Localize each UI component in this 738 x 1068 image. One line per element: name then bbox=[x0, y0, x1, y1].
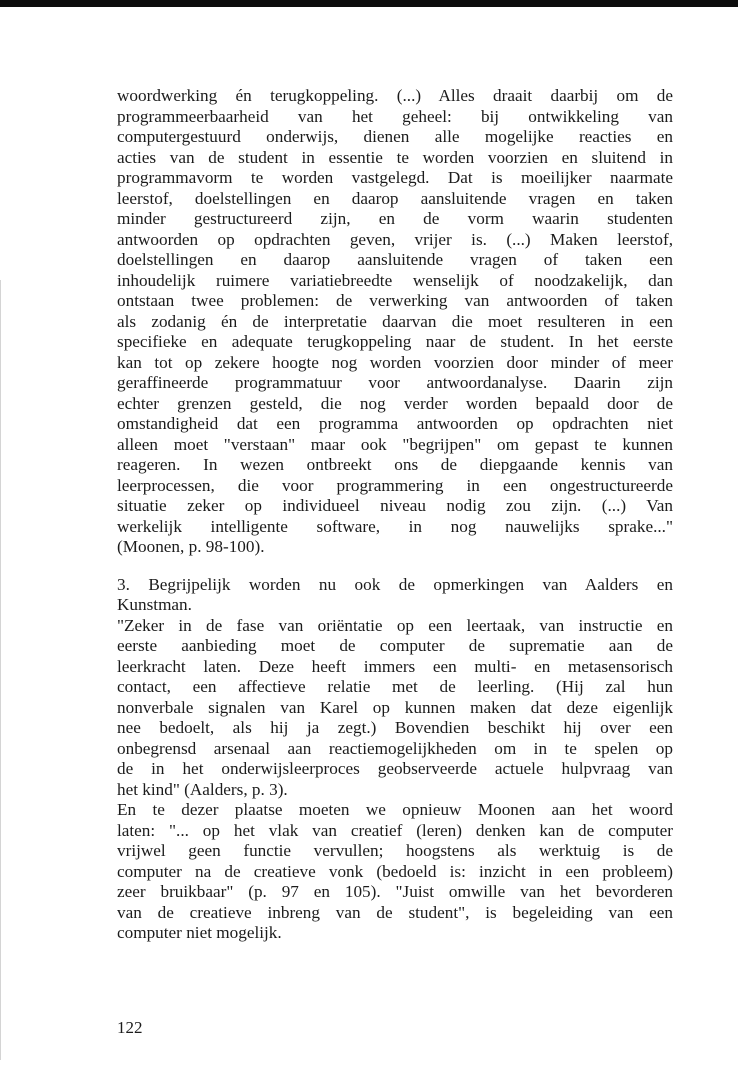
text-line: "Zeker in de fase van oriëntatie op een leertaak, van instructie en bbox=[117, 615, 673, 635]
text-line: leerstof, doelstellingen en daarop aansluitende vragen en taken bbox=[117, 188, 673, 208]
text-line: nee bedoelt, als hij ja zegt.) Bovendien beschikt hij over een bbox=[117, 718, 673, 737]
text-line: computer niet mogelijk. bbox=[117, 923, 282, 942]
text-line: situatie zeker op individueel niveau nodig zou zijn. (...) Van bbox=[117, 496, 673, 515]
text-line: contact, een affectieve relatie met de leerling. (Hij zal hun bbox=[117, 677, 673, 696]
text-line: alleen moet "verstaan" maar ook "begrijpen" om gepast te kunnen bbox=[117, 434, 673, 454]
text-line: reageren. In wezen ontbreekt ons de diepgaande kennis van bbox=[117, 455, 673, 474]
text-line: eerste aanbieding moet de computer de suprematie aan de bbox=[117, 636, 673, 655]
text-line: van de creatieve inbreng van de student", is begeleiding van een bbox=[117, 902, 673, 922]
text-line: ontstaan twee problemen: de verwerking van antwoorden of taken bbox=[117, 291, 673, 310]
text-line: specifieke en adequate terugkoppeling naar de student. In het eerste bbox=[117, 332, 673, 351]
text-line: omstandigheid dat een programma antwoorden op opdrachten niet bbox=[117, 414, 673, 433]
top-border bbox=[0, 0, 738, 7]
text-line: computergestuurd onderwijs, dienen alle mogelijke reacties en bbox=[117, 127, 673, 146]
text-line: doelstellingen en daarop aansluitende vragen of taken een bbox=[117, 250, 673, 269]
paragraph-gap bbox=[117, 558, 673, 575]
text-line: inhoudelijk ruimere variatiebreedte wenselijk of noodzakelijk, dan bbox=[117, 270, 673, 290]
text-line: het kind" (Aalders, p. 3). bbox=[117, 779, 288, 799]
text-line: geraffineerde programmatuur voor antwoordanalyse. Daarin zijn bbox=[117, 373, 673, 392]
text-line: antwoorden op opdrachten geven, vrijer is. (...) Maken leerstof, bbox=[117, 229, 673, 249]
text-line: (Moonen, p. 98-100). bbox=[117, 537, 265, 556]
page-body bbox=[117, 86, 673, 944]
text-line: minder gestructureerd zijn, en de vorm waarin studenten bbox=[117, 209, 673, 228]
paragraph-section-3 bbox=[117, 575, 673, 944]
text-line: programmeerbaarheid van het geheel: bij ontwikkeling van bbox=[117, 106, 673, 126]
text-line: leerprocessen, die voor programmering in een ongestructureerde bbox=[117, 475, 673, 495]
text-line: leerkracht laten. Deze heeft immers een multi- en metasensorisch bbox=[117, 656, 673, 676]
text-line: echter grenzen gesteld, die nog verder worden bepaald door de bbox=[117, 393, 673, 413]
text-line: En te dezer plaatse moeten we opnieuw Moonen aan het woord bbox=[117, 800, 673, 819]
text-line: computer na de creatieve vonk (bedoeld is: inzicht in een probleem) bbox=[117, 861, 673, 881]
text-line: werkelijk intelligente software, in nog nauwelijks sprake..." bbox=[117, 516, 673, 536]
text-line: Kunstman. bbox=[117, 595, 192, 614]
text-line: vrijwel geen functie vervullen; hoogstens als werktuig is de bbox=[117, 841, 673, 860]
text-line: nonverbale signalen van Karel op kunnen maken dat deze eigenlijk bbox=[117, 697, 673, 717]
text-line: als zodanig én de interpretatie daarvan die moet resulteren in een bbox=[117, 311, 673, 331]
text-line: onbegrensd arsenaal aan reactiemogelijkheden om in te spelen op bbox=[117, 738, 673, 758]
text-line: zeer bruikbaar" (p. 97 en 105). "Juist omwille van het bevorderen bbox=[117, 882, 673, 901]
text-line: woordwerking én terugkoppeling. (...) Alles draait daarbij om de bbox=[117, 86, 673, 105]
text-line: 3. Begrijpelijk worden nu ook de opmerkingen van Aalders en bbox=[117, 574, 673, 594]
page-number: 122 bbox=[117, 1018, 143, 1037]
text-line: acties van de student in essentie te worden voorzien en sluitend in bbox=[117, 147, 673, 167]
text-line: kan tot op zekere hoogte nog worden voorzien door minder of meer bbox=[117, 352, 673, 372]
text-line: programmavorm te worden vastgelegd. Dat is moeilijker naarmate bbox=[117, 168, 673, 187]
page-left-edge bbox=[0, 280, 1, 1060]
text-line: laten: "... op het vlak van creatief (leren) denken kan de computer bbox=[117, 820, 673, 840]
paragraph-quote-moonen bbox=[117, 86, 673, 558]
text-line: de in het onderwijsleerproces geobserveerde actuele hulpvraag van bbox=[117, 759, 673, 778]
